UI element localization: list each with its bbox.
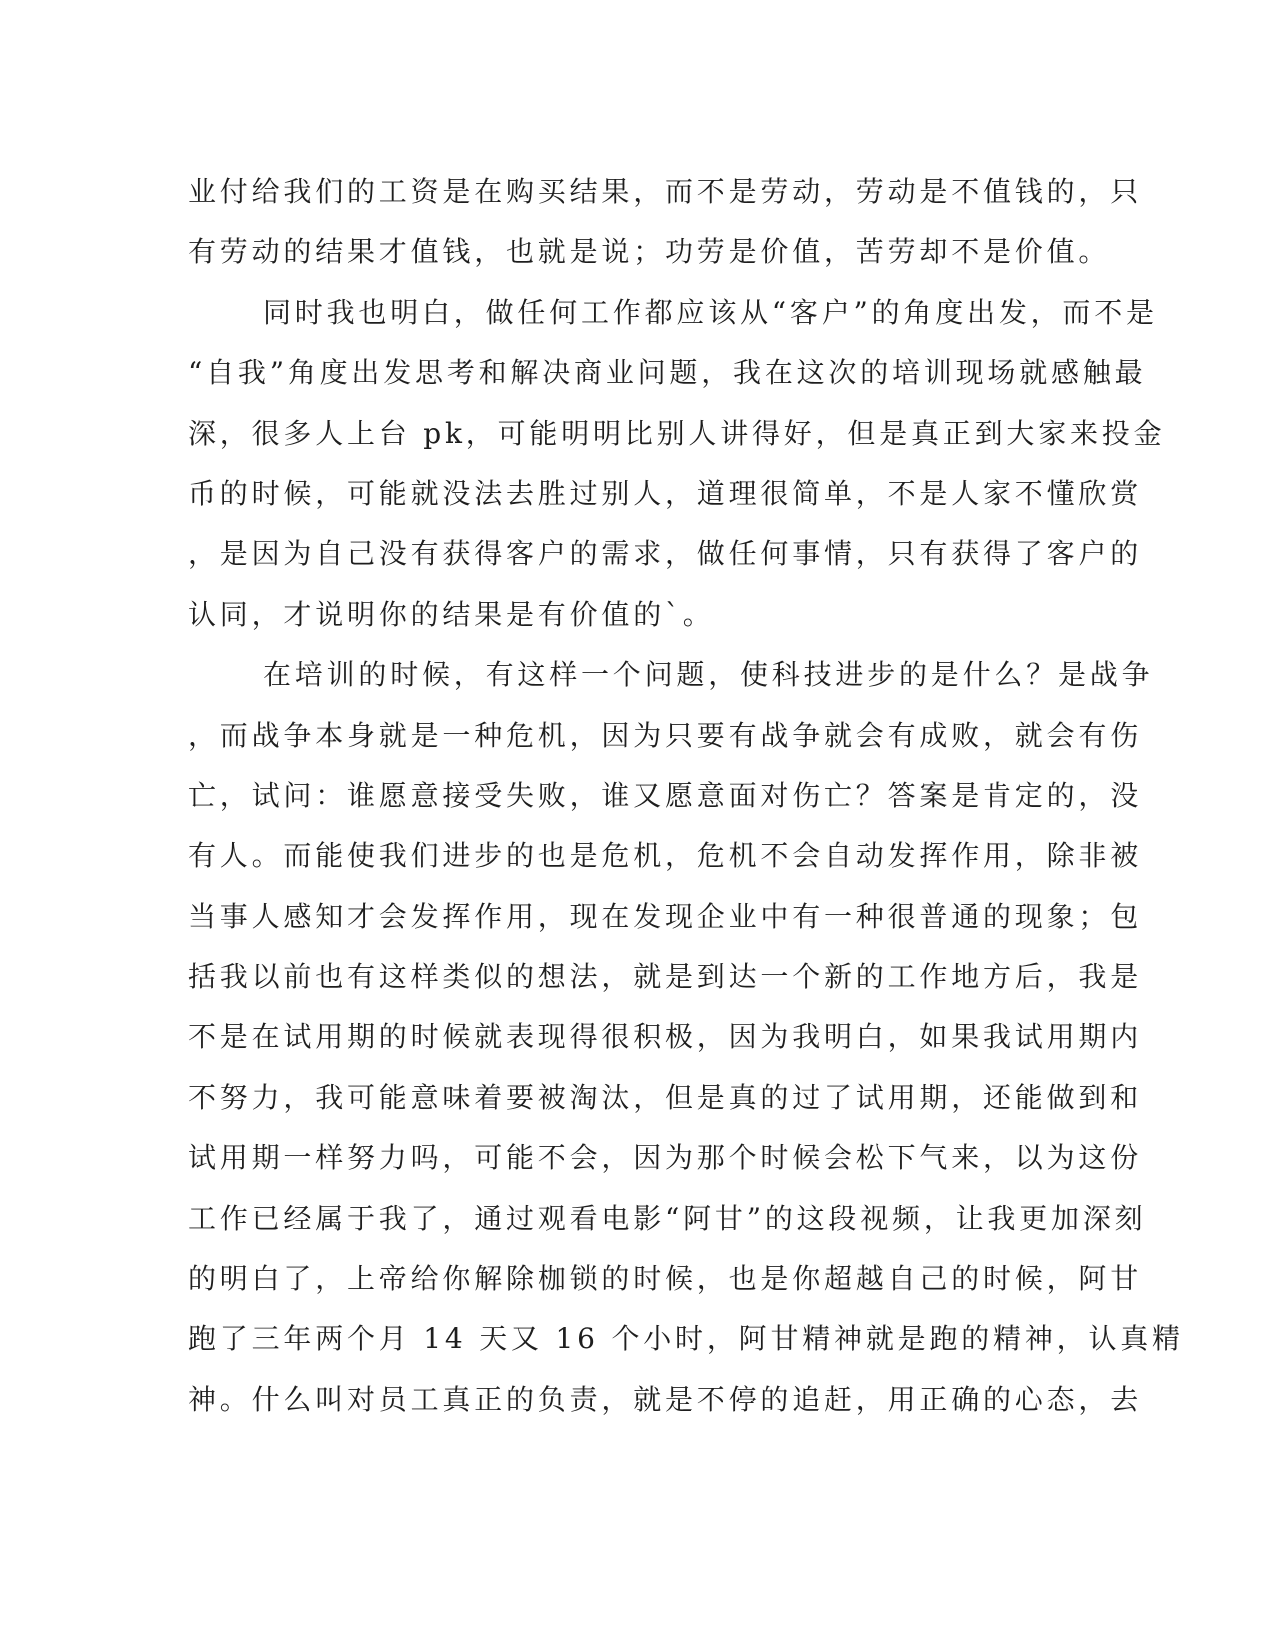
text-line: ，是因为自己没有获得客户的需求，做任何事情，只有获得了客户的 — [188, 537, 1143, 571]
text-line: ，而战争本身就是一种危机，因为只要有战争就会有成败，就会有伤 — [188, 718, 1143, 752]
text-line: 有人。而能使我们进步的也是危机，危机不会自动发挥作用，除非被 — [188, 839, 1143, 873]
text-line: “自我”角度出发思考和解决商业问题，我在这次的培训现场就感触最 — [188, 356, 1147, 390]
text-line: 认同，才说明你的结果是有价值的`。 — [188, 597, 715, 631]
text-line: 不是在试用期的时候就表现得很积极，因为我明白，如果我试用期内 — [188, 1020, 1143, 1054]
text-line: 跑了三年两个月 14 天又 16 个小时，阿甘精神就是跑的精神，认真精 — [188, 1322, 1184, 1356]
text-line: 亡，试问：谁愿意接受失败，谁又愿意面对伤亡？答案是肯定的，没 — [188, 778, 1143, 812]
text-line: 括我以前也有这样类似的想法，就是到达一个新的工作地方后，我是 — [188, 960, 1143, 994]
text-line: 工作已经属于我了，通过观看电影“阿甘”的这段视频，让我更加深刻 — [188, 1201, 1147, 1235]
text-line: 的明白了，上帝给你解除枷锁的时候，也是你超越自己的时候，阿甘 — [188, 1262, 1143, 1296]
text-line: 有劳动的结果才值钱，也就是说；功劳是价值，苦劳却不是价值。 — [188, 235, 1111, 269]
text-line: 神。什么叫对员工真正的负责，就是不停的追赶，用正确的心态，去 — [188, 1382, 1143, 1416]
text-line: 深，很多人上台 pk，可能明明比别人讲得好，但是真正到大家来投金 — [188, 416, 1166, 450]
text-line: 当事人感知才会发挥作用，现在发现企业中有一种很普通的现象；包 — [188, 899, 1143, 933]
text-line: 不努力，我可能意味着要被淘汰，但是真的过了试用期，还能做到和 — [188, 1080, 1143, 1114]
paragraph-first-line: 同时我也明白，做任何工作都应该从“客户”的角度出发，而不是 — [263, 295, 1158, 329]
text-line: 试用期一样努力吗，可能不会，因为那个时候会松下气来，以为这份 — [188, 1141, 1143, 1175]
paragraph-first-line: 在培训的时候，有这样一个问题，使科技进步的是什么？是战争 — [263, 658, 1154, 692]
text-line: 币的时候，可能就没法去胜过别人，道理很简单，不是人家不懂欣赏 — [188, 476, 1143, 510]
text-line: 业付给我们的工资是在购买结果，而不是劳动，劳动是不值钱的，只 — [188, 175, 1143, 208]
document-body — [188, 162, 1184, 1430]
